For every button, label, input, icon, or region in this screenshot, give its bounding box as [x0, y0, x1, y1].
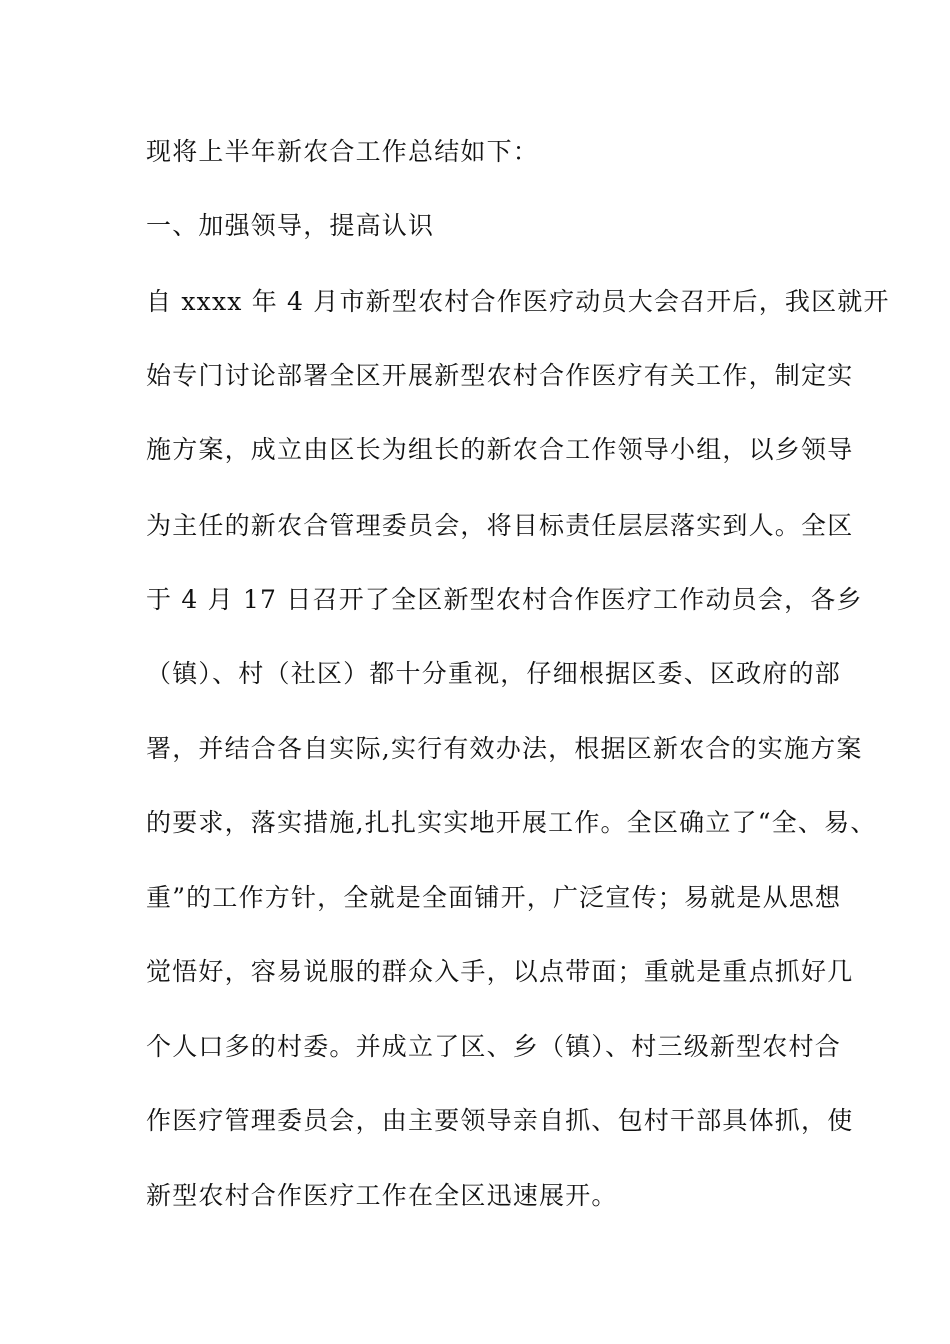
paragraph-line: （镇）、村（社区）都十分重视，仔细根据区委、区政府的部: [146, 659, 841, 688]
paragraph-line: 新型农村合作医疗工作在全区迅速展开。: [146, 1181, 618, 1210]
paragraph-line: 个人口多的村委。并成立了区、乡（镇）、村三级新型农村合: [146, 1032, 841, 1061]
paragraph-line: 署，并结合各自实际,实行有效办法，根据区新农合的实施方案: [146, 734, 863, 763]
paragraph-line: 施方案，成立由区长为组长的新农合工作领导小组，以乡领导: [146, 435, 854, 464]
paragraph-line: 作医疗管理委员会，由主要领导亲自抓、包村干部具体抓，使: [146, 1106, 854, 1135]
paragraph-line: 的要求，落实措施,扎扎实实地开展工作。全区确立了“全、易、: [146, 808, 877, 837]
section-heading: 一、加强领导，提高认识: [146, 211, 435, 240]
paragraph-line: 自 xxxx 年 4 月市新型农村合作医疗动员大会召开后，我区就开: [146, 287, 890, 316]
paragraph-line: 为主任的新农合管理委员会，将目标责任层层落实到人。全区: [146, 511, 854, 540]
paragraph-line: 始专门讨论部署全区开展新型农村合作医疗有关工作，制定实: [146, 361, 854, 390]
paragraph-line: 重”的工作方针，全就是全面铺开，广泛宣传；易就是从思想: [146, 883, 842, 912]
paragraph-line: 于 4 月 17 日召开了全区新型农村合作医疗工作动员会，各乡: [146, 585, 863, 614]
intro-line: 现将上半年新农合工作总结如下：: [146, 137, 540, 166]
paragraph-line: 觉悟好，容易说服的群众入手，以点带面；重就是重点抓好几: [146, 957, 854, 986]
